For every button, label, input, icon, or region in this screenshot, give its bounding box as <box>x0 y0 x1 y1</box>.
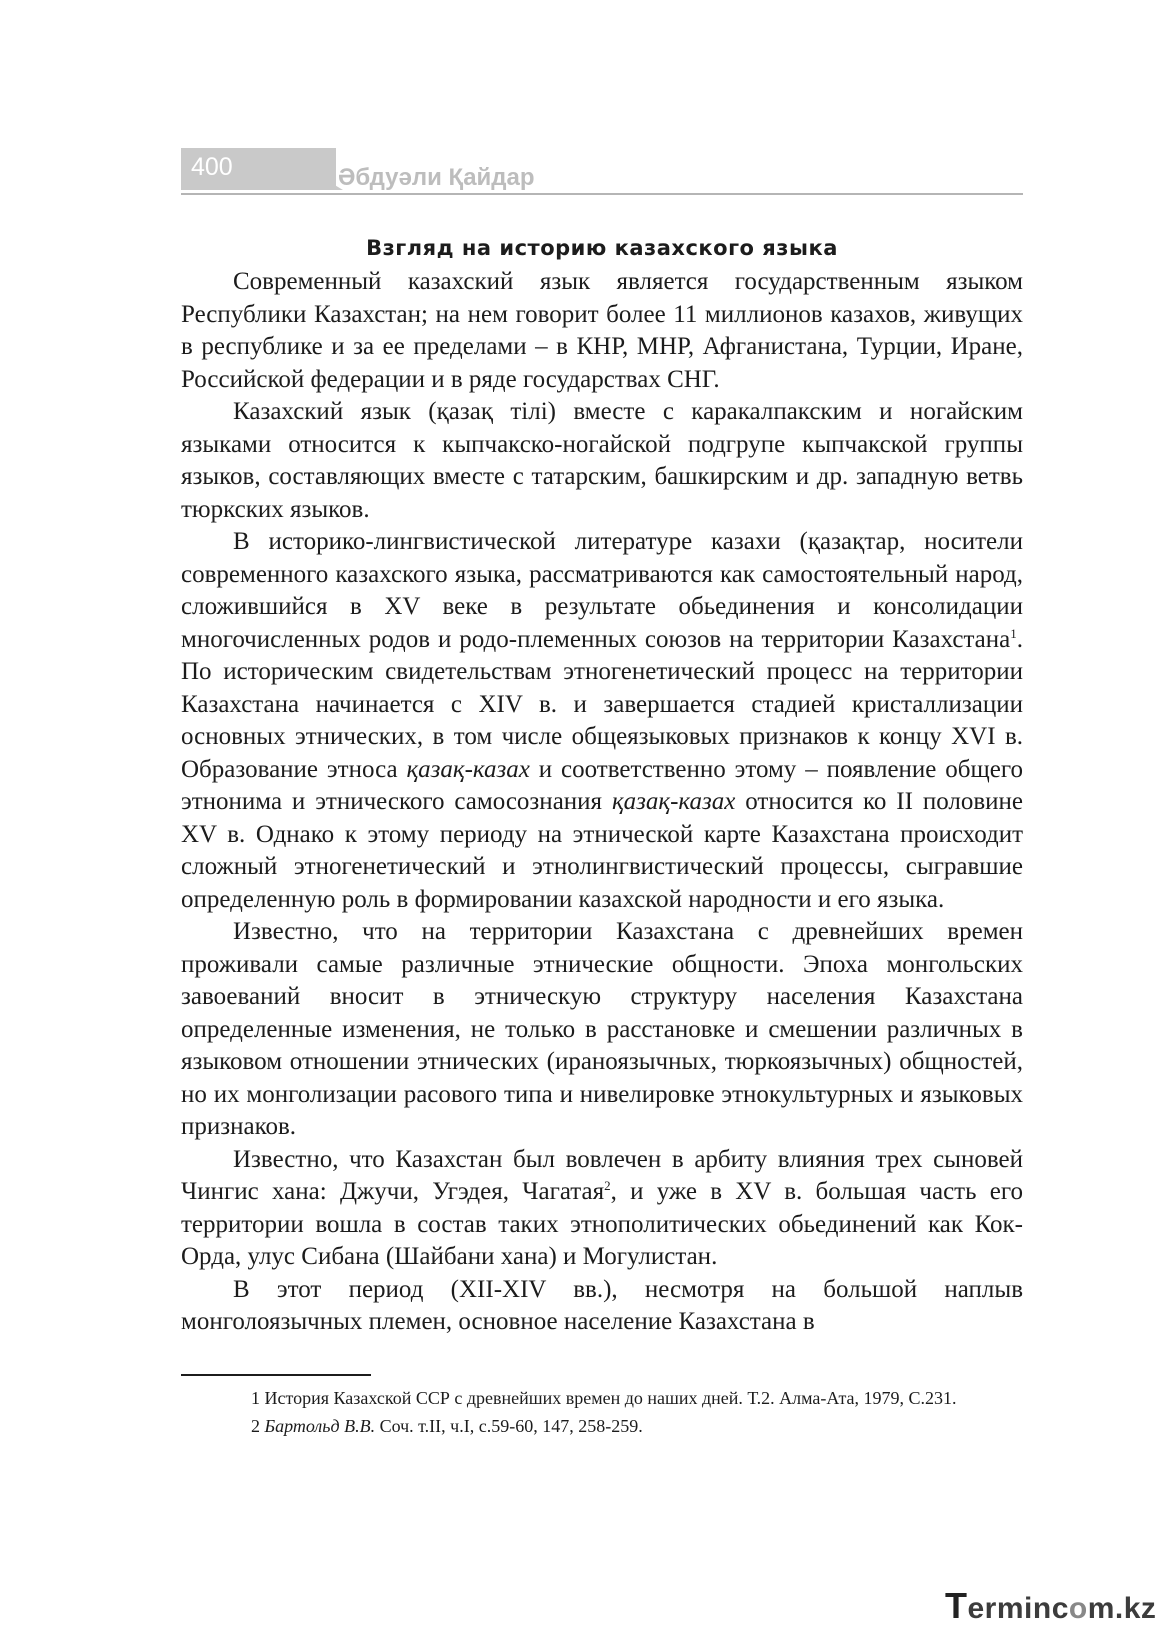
text-run: . По историческим свидетельствам этногенетический процесс на территории Казахстана начинается с XIV в. и завершается стадией кристаллизации основных этнических, в том числе общеязыковых признаков к концу XVI в. Образование этноса <box>181 625 1023 783</box>
text-run: , и уже в XV в. большая часть его территории вошла в состав таких этнополитических обьединений как Кок-Орда, улус Сибана (Шайбани хана) и Могулистан. <box>181 1178 1023 1270</box>
italic-term: қазақ-казах <box>406 755 530 783</box>
text-run: Соч. т.II, ч.I, с.59-60, 147, 258-259. <box>375 1416 643 1436</box>
footnote-ref: 2 <box>604 1178 611 1193</box>
footnote <box>181 1384 1023 1412</box>
text-run: Известно, что Казахстан был вовлечен в арбиту влияния трех сыновей Чингис хана: Джучи, Угэдея, Чагатая <box>181 1145 1023 1205</box>
text-run: В историко-лингвистической литературе казахи (қазақтар, носители современного казахского языка, рассматриваются как самостоятельный народ, сложившийся в XV веке в результате обьединения и консолидации многочисленных родов и родо-племенных союзов на территории Казахстана <box>181 528 1023 653</box>
page-number: 400 <box>191 153 233 181</box>
body-paragraph <box>181 1274 1023 1339</box>
site-watermark <box>945 1585 1156 1627</box>
italic-term: Бартольд В.В. <box>264 1416 376 1436</box>
page-tab-arrow-shape <box>273 148 343 190</box>
text-run: и соответственно этому – появление общего этнонима и этнического самосознания <box>181 755 1023 815</box>
text-run: Современный казахский язык является государственным языком Республики Казахстан; на нем говорит более 11 миллионов казахов, живущих в республике и за ее пределами – в КНР, МНР, Афганистана, Турции, Иране, Российской федерации и в ряде государствах СНГ. <box>181 268 1023 393</box>
text-run: Известно, что на территории Казахстана с древнейших времен проживали самые различные этнические общности. Эпоха монгольских завоеваний вносит в этническую структуру населения Казахстана определенные изменения, не только в расстановке и смешении различных в языковом отношении этнических (ираноязычных, тюркоязычных) общностей, но их монголизации расового типа и нивелировке этнокультурных и языковых признаков. <box>181 918 1023 1140</box>
body-paragraph <box>181 266 1023 396</box>
text-run: 2 <box>251 1416 265 1436</box>
footnote <box>181 1412 1023 1440</box>
body-paragraph <box>181 526 1023 916</box>
body-paragraph <box>181 916 1023 1144</box>
article-body <box>181 266 1023 1339</box>
watermark-initial: T <box>945 1585 968 1626</box>
italic-term: қазақ-казах <box>611 788 736 815</box>
watermark-domain: m.kz <box>1087 1592 1157 1625</box>
watermark-search-glyph: o <box>1068 1592 1088 1625</box>
running-head-author: Әбдуәли Қайдар <box>338 164 535 191</box>
page-header <box>181 148 1023 196</box>
footnotes <box>181 1384 1023 1440</box>
footnote-separator <box>181 1374 371 1376</box>
body-paragraph <box>181 396 1023 526</box>
text-run: относится ко II половине XV в. Однако к этому периоду на этнической карте Казахстана происходит сложный этногенетический и этнолингвистический процессы, сыгравшие определенную роль в формировании казахской народности и его языка. <box>181 788 1023 913</box>
body-paragraph <box>181 1144 1023 1274</box>
header-rule <box>181 193 1023 195</box>
footnote-ref: 1 <box>1010 625 1017 641</box>
article-title: Взгляд на историю казахского языка <box>366 236 838 260</box>
watermark-part: erminc <box>967 1592 1069 1625</box>
text-run: Казахский язык (қазақ тілі) вместе с каракалпакским и ногайским языками относится к кыпчакско-ногайской подгрупе кыпчакской группы языков, составляющих вместе с татарским, башкирским и др. западную ветвь тюркских языков. <box>181 398 1023 523</box>
text-run: 1 История Казахской ССР с древнейших времен до наших дней. Т.2. Алма-Ата, 1979, С.231. <box>251 1388 957 1408</box>
text-run: В этот период (XII-XIV вв.), несмотря на большой наплыв монголоязычных племен, основное население Казахстана в <box>181 1275 1023 1335</box>
